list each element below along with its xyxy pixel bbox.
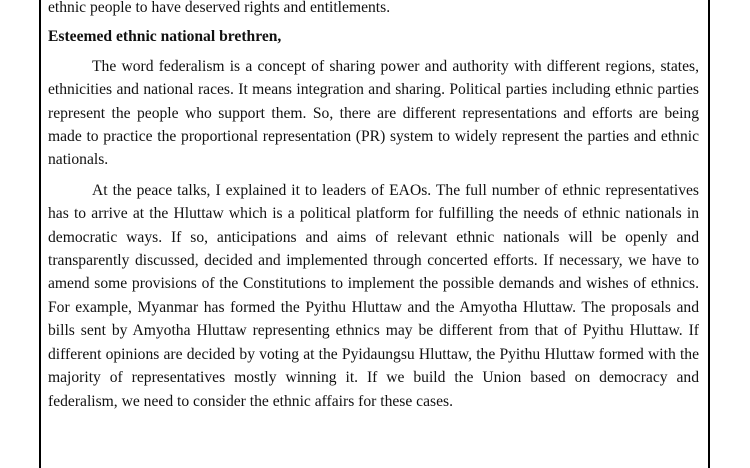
paragraph-peace-talks: At the peace talks, I explained it to leaders of EAOs. The full number of ethnic representatives has to arrive at the Hluttaw which is a political platform for fulfilling the needs of ethnic nationals in democratic ways. If so, anticipations and aims of relevant ethnic nationals will be openly and transparently discussed, decided and implemented through concerted efforts. If necessary, we have to amend some provisions of the Constitutions to implement the possible demands and wishes of ethnics. For example, Myanmar has formed the Pyithu Hluttaw and the Amyotha Hluttaw. The proposals and bills sent by Amyotha Hluttaw representing ethnics may be different from that of Pyithu Hluttaw. If different opinions are decided by voting at the Pyidaungsu Hluttaw, the Pyithu Hluttaw formed with the majority of representatives mostly winning it. If we build the Union based on democracy and federalism, we need to consider the ethnic affairs for these cases. <box>48 181 699 410</box>
paragraph-federalism: The word federalism is a concept of sharing power and authority with different regions, states, ethnicities and national races. It means integration and sharing. Political parties including ethnic parties represent the people who support them. So, there are different representations and efforts are being made to practice the proportional representation (PR) system to widely represent the parties and ethnic nationals. <box>48 57 699 169</box>
document-body <box>48 0 699 413</box>
salutation-heading: Esteemed ethnic national brethren, <box>48 28 282 46</box>
lead-text: ethnic people to have deserved rights and entitlements. <box>48 0 391 16</box>
